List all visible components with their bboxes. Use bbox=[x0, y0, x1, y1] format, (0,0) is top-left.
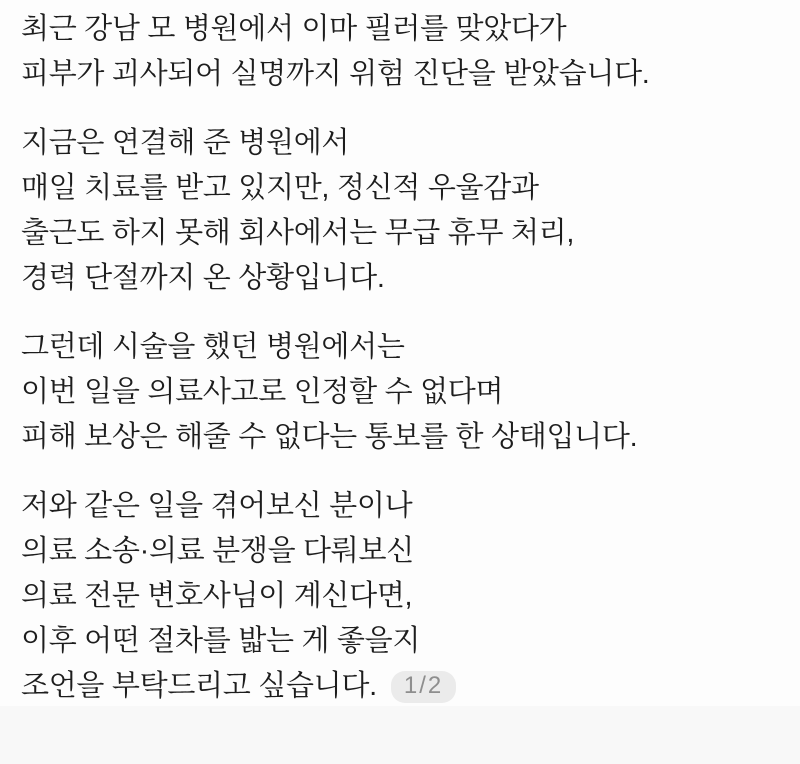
text-line: 이후 어떤 절차를 밟는 게 좋을지 bbox=[21, 625, 421, 657]
paragraph bbox=[21, 121, 780, 301]
text-line: 지금은 연결해 준 병원에서 bbox=[21, 127, 350, 159]
paragraph bbox=[21, 7, 780, 97]
paragraph bbox=[21, 484, 780, 706]
text-line: 이번 일을 의료사고로 인정할 수 없다며 bbox=[21, 376, 504, 408]
text-line: 의료 소송·의료 분쟁을 다뤄보신 bbox=[21, 535, 414, 567]
text-line: 출근도 하지 못해 회사에서는 무급 휴무 처리, bbox=[21, 217, 575, 249]
paragraph bbox=[21, 325, 780, 460]
text-line: 피부가 괴사되어 실명까지 위험 진단을 받았습니다. bbox=[21, 58, 650, 90]
text-line: 피해 보상은 해줄 수 없다는 통보를 한 상태입니다. bbox=[21, 421, 638, 453]
text-line: 조언을 부탁드리고 싶습니다. 1/2 bbox=[21, 664, 780, 706]
text-line: 최근 강남 모 병원에서 이마 필러를 맞았다가 bbox=[21, 13, 567, 45]
text-line: 의료 전문 변호사님이 계신다면, bbox=[21, 580, 413, 612]
text-line: 경력 단절까지 온 상황입니다. bbox=[21, 262, 385, 294]
text-line: 매일 치료를 받고 있지만, 정신적 우울감과 bbox=[21, 172, 539, 204]
page-indicator-badge: 1/2 bbox=[391, 671, 456, 703]
text-line: 저와 같은 일을 겪어보신 분이나 bbox=[21, 490, 413, 522]
text-line: 그런데 시술을 했던 병원에서는 bbox=[21, 331, 405, 363]
footer-strip bbox=[0, 706, 800, 764]
